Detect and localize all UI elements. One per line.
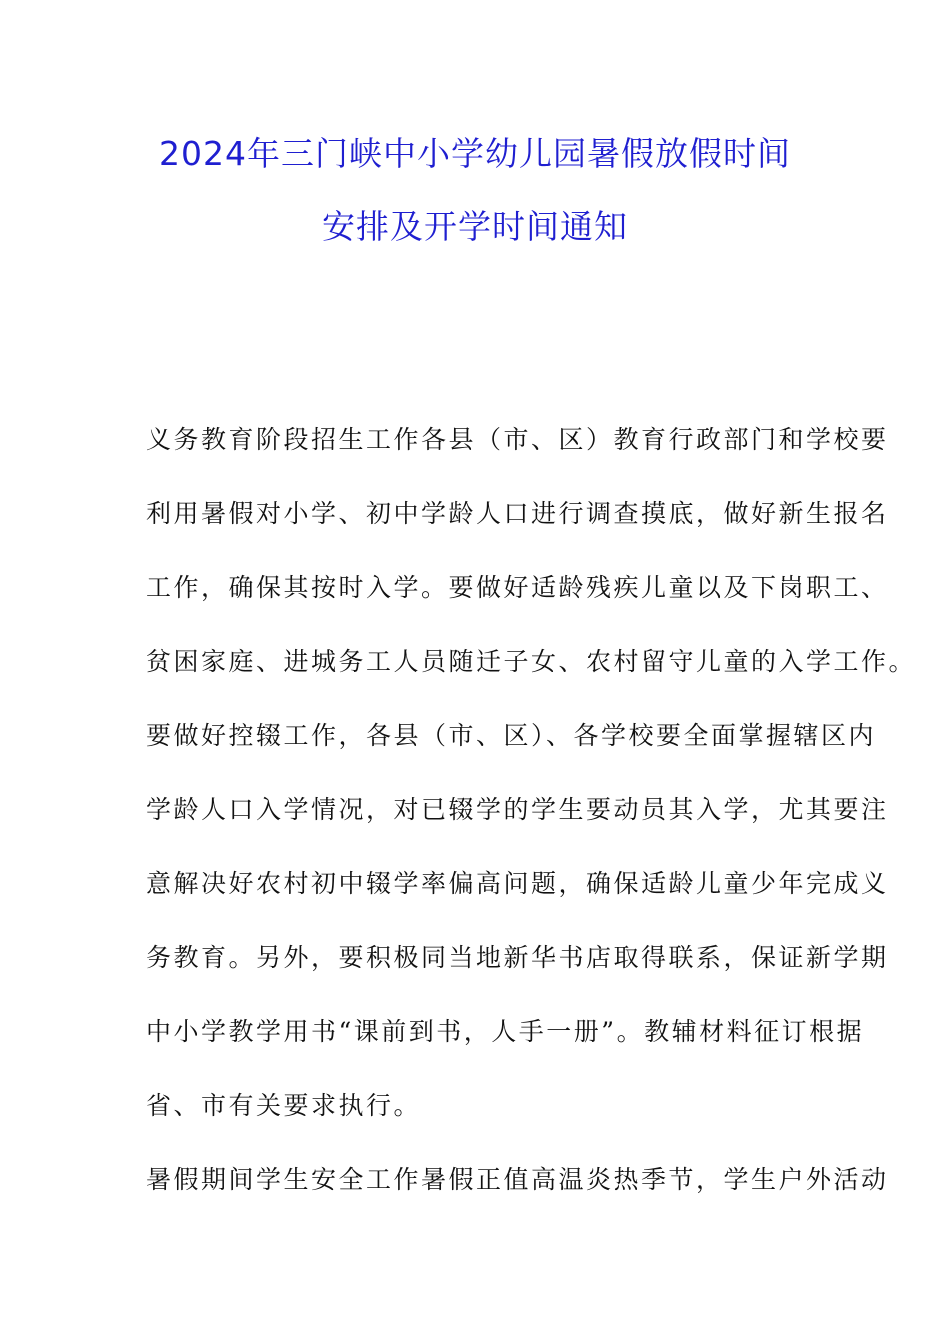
body-text-line: 义务教育阶段招生工作各县（市、区）教育行政部门和学校要	[146, 425, 889, 454]
body-text-line: 要做好控辍工作，各县（市、区）、各学校要全面掌握辖区内	[146, 721, 877, 750]
body-text-line: 务教育。另外，要积极同当地新华书店取得联系，保证新学期	[146, 943, 889, 972]
body-text-line: 省、市有关要求执行。	[146, 1091, 422, 1120]
body-text-line: 利用暑假对小学、初中学龄人口进行调查摸底，做好新生报名	[146, 499, 889, 528]
body-text-line: 暑假期间学生安全工作暑假正值高温炎热季节，学生户外活动	[146, 1165, 889, 1194]
body-text-line: 中小学教学用书“课前到书，人手一册”。教辅材料征订根据	[146, 1017, 865, 1046]
body-text-line: 工作，确保其按时入学。要做好适龄残疾儿童以及下岗职工、	[146, 573, 889, 602]
body-text-line: 学龄人口入学情况，对已辍学的学生要动员其入学，尤其要注	[146, 795, 889, 824]
body-text-line: 贫困家庭、进城务工人员随迁子女、农村留守儿童的入学工作。	[146, 647, 917, 676]
document-title-line-2: 安排及开学时间通知	[322, 207, 628, 246]
document-title-line-1: 2024年三门峡中小学幼儿园暑假放假时间	[159, 134, 791, 173]
body-text-line: 意解决好农村初中辍学率偏高问题，确保适龄儿童少年完成义	[146, 869, 889, 898]
